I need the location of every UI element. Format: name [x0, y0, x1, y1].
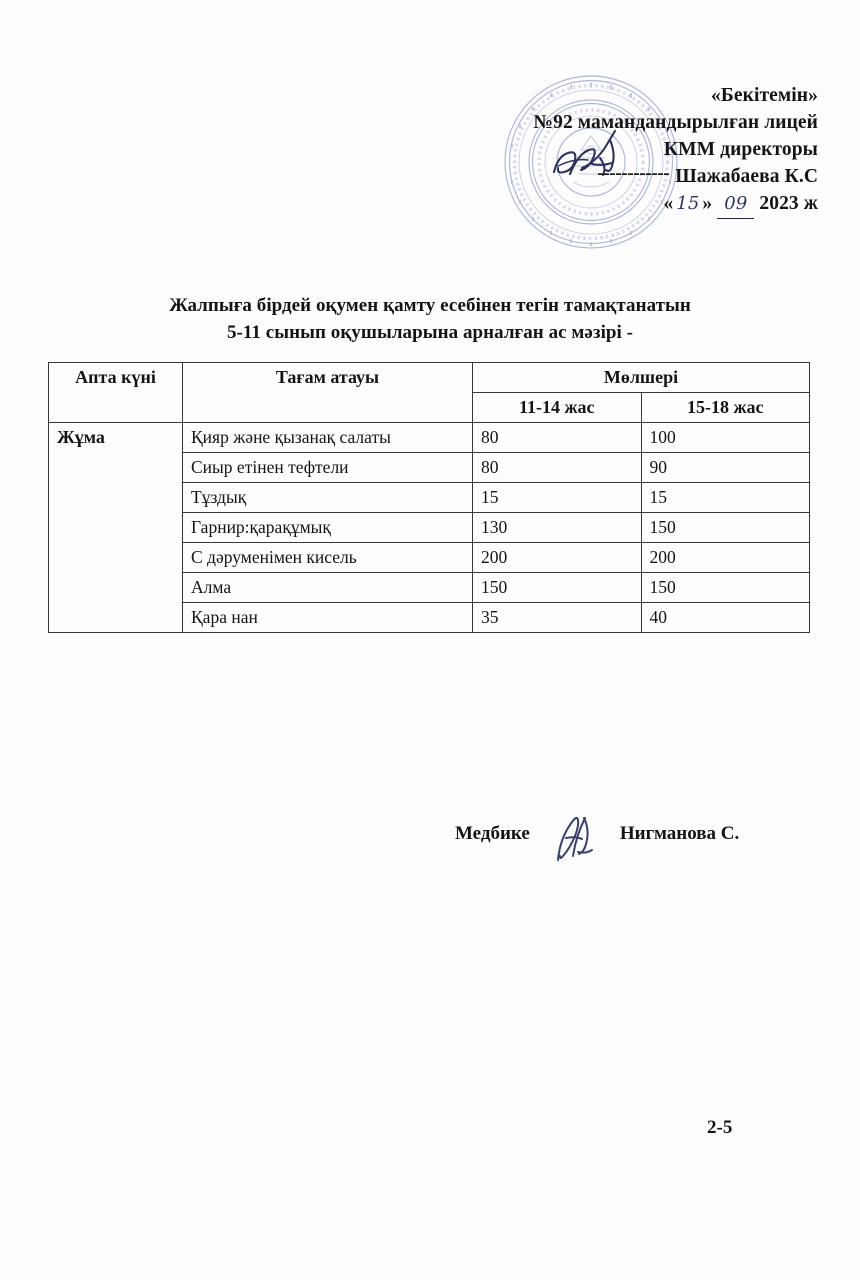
amount-11-14: 80	[473, 453, 642, 483]
amount-15-18: 15	[641, 483, 810, 513]
amount-11-14: 35	[473, 603, 642, 633]
nurse-signature	[548, 808, 602, 864]
amount-11-14: 80	[473, 423, 642, 453]
date-day-handwritten: 15	[676, 193, 700, 214]
table-row	[49, 423, 810, 453]
menu-table-body	[49, 423, 810, 633]
approval-block	[398, 82, 818, 219]
signature-dash-line: ------------	[597, 163, 670, 184]
menu-table	[48, 362, 810, 633]
dish-name: Қияр және қызанақ салаты	[183, 423, 473, 453]
nurse-role-label: Медбике	[455, 823, 530, 844]
amount-15-18: 90	[641, 453, 810, 483]
menu-table-container	[48, 362, 810, 633]
dish-name: Қара нан	[183, 603, 473, 633]
approval-role: КММ директоры	[663, 139, 818, 160]
table-header-row-1	[49, 363, 810, 393]
dish-name: Тұздық	[183, 483, 473, 513]
amount-11-14: 130	[473, 513, 642, 543]
day-of-week-cell: Жұма	[49, 423, 183, 633]
header-age-11-14: 11-14 жас	[473, 393, 642, 423]
approval-date-row	[398, 190, 818, 219]
date-quote-open: «	[663, 193, 674, 214]
nurse-signature-block	[455, 806, 739, 862]
title-line-1: Жалпыға бірдей оқумен қамту есебінен тегін тамақтанатын	[169, 295, 691, 316]
dish-name: Гарнир:қарақұмық	[183, 513, 473, 543]
amount-15-18: 150	[641, 573, 810, 603]
title-line-2: 5-11 сынып оқушыларына арналған ас мәзірі -	[226, 322, 634, 343]
header-dish: Тағам атауы	[183, 363, 473, 423]
amount-15-18: 150	[641, 513, 810, 543]
amount-11-14: 150	[473, 573, 642, 603]
approval-organization: №92 мамандандырылған лицей	[533, 112, 818, 133]
date-year: 2023 ж	[759, 193, 818, 214]
header-day: Апта күні	[49, 363, 183, 423]
director-name: Шажабаева К.С	[675, 166, 818, 187]
approval-signature-row	[398, 163, 818, 190]
date-quote-close: »	[702, 193, 713, 214]
document-title	[0, 292, 860, 346]
approval-word: «Бекітемін»	[711, 85, 818, 106]
dish-name: С дәруменімен кисель	[183, 543, 473, 573]
amount-11-14: 200	[473, 543, 642, 573]
amount-15-18: 200	[641, 543, 810, 573]
nurse-name: Нигманова С.	[619, 823, 740, 844]
header-age-15-18: 15-18 жас	[641, 393, 810, 423]
header-amount: Мөлшері	[473, 363, 810, 393]
amount-11-14: 15	[473, 483, 642, 513]
dish-name: Сиыр етінен тефтели	[183, 453, 473, 483]
amount-15-18: 40	[641, 603, 810, 633]
page-number: 2-5	[707, 1117, 733, 1138]
amount-15-18: 100	[641, 423, 810, 453]
dish-name: Алма	[183, 573, 473, 603]
date-month-handwritten: 09	[717, 190, 754, 219]
